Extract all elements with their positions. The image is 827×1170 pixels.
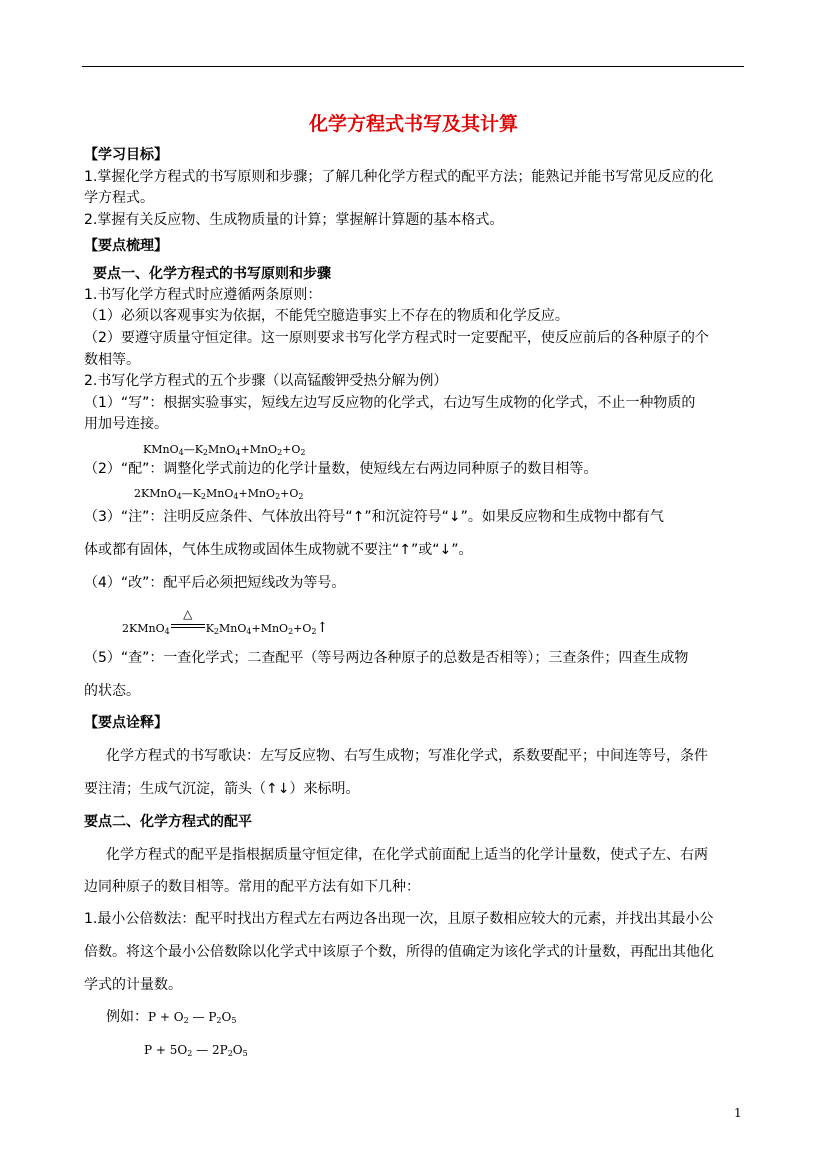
paragraph-line: 学式的计量数。: [84, 977, 182, 993]
paragraph-line: 2.掌握有关反应物、生成物质量的计算；掌握解计算题的基本格式。: [84, 212, 504, 228]
paragraph-line: 1.最小公倍数法：配平时找出方程式左右两边各出现一次，且原子数相应较大的元素，并找出其最小公: [84, 911, 714, 927]
paragraph-line: 数相等。: [84, 352, 140, 368]
example-line-2: $P + 5O_2$ — $2P_2O_5$: [144, 1043, 248, 1058]
paragraph-line: 的状态。: [84, 683, 140, 699]
paragraph-line: 1.书写化学方程式时应遵循两条原则：: [84, 287, 322, 303]
heading-notes: 【要点诠释】: [84, 715, 168, 731]
triangle-icon: △: [183, 607, 193, 621]
paragraph-line: （2）“配”：调整化学式前边的化学计量数，使短线左右两边同种原子的数目相等。: [84, 461, 598, 477]
paragraph-line: （5）“查”：一查化学式；二查配平（等号两边各种原子的总数是否相等）；三查条件；四查生成物: [84, 650, 689, 666]
paragraph-line: 倍数。将这个最小公倍数除以化学式中该原子个数，所得的值确定为该化学式的计量数，再配出其他化: [84, 944, 714, 960]
equation-balance: $2KMnO_4—K_2MnO_4+MnO_2+O_2$: [134, 487, 304, 501]
page-number: 1: [734, 1106, 742, 1120]
heading-point-two: 要点二、化学方程式的配平: [84, 814, 252, 830]
paragraph-line: （1）“写”：根据实验事实，短线左边写反应物的化学式，右边写生成物的化学式，不止一种物质的: [84, 395, 696, 411]
paragraph-line: （4）“改”：配平后必须把短线改为等号。: [84, 575, 346, 591]
subheading-point-one: 要点一、化学方程式的书写原则和步骤: [93, 266, 331, 282]
up-arrow-icon: ↑: [316, 620, 329, 636]
equation-final: 2KMnO$_4$ △ $K_2MnO_4+MnO_2+O_2↑$: [122, 607, 329, 636]
header-rule: [82, 66, 744, 67]
example-line-1: 例如：$P + O_2$ — $P_2O_5$: [106, 1009, 237, 1025]
paragraph-line: 体或都有固体，气体生成物或固体生成物就不要注“↑”或“↓”。: [84, 542, 473, 558]
paragraph-line: （2）要遵守质量守恒定律。这一原则要求书写化学方程式时一定要配平，使反应前后的各种原子的个: [84, 330, 709, 346]
heading-learning-goals: 【学习目标】: [84, 147, 168, 163]
paragraph-line: 学方程式。: [84, 190, 154, 206]
heading-key-points: 【要点梳理】: [84, 238, 168, 254]
paragraph-line: （3）“注”：注明反应条件、气体放出符号“↑”和沉淀符号“↓”。如果反应物和生成物中都有气: [84, 509, 664, 525]
paragraph-line: 边同种原子的数目相等。常用的配平方法有如下几种：: [84, 879, 420, 895]
page-title: 化学方程式书写及其计算: [308, 113, 518, 135]
paragraph-line: 化学方程式的配平是指根据质量守恒定律，在化学式前面配上适当的化学计量数，使式子左、右两: [106, 847, 708, 863]
equation-write: $KMnO_4—K_2MnO_4+MnO_2+O_2$: [143, 443, 306, 457]
paragraph-line: 2.书写化学方程式的五个步骤（以高锰酸钾受热分解为例）: [84, 373, 448, 389]
paragraph-line: 要注清；生成气沉淀，箭头（↑↓）来标明。: [84, 781, 360, 797]
paragraph-line: （1）必须以客观事实为依据，不能凭空臆造事实上不存在的物质和化学反应。: [84, 308, 569, 324]
paragraph-line: 用加号连接。: [84, 416, 168, 432]
paragraph-line: 化学方程式的书写歌诀：左写反应物、右写生成物；写准化学式，系数要配平；中间连等号，条件: [106, 748, 708, 764]
heating-condition-equals: [171, 607, 205, 633]
paragraph-line: 1.掌握化学方程式的书写原则和步骤；了解几种化学方程式的配平方法；能熟记并能书写常见反应的化: [84, 169, 714, 185]
